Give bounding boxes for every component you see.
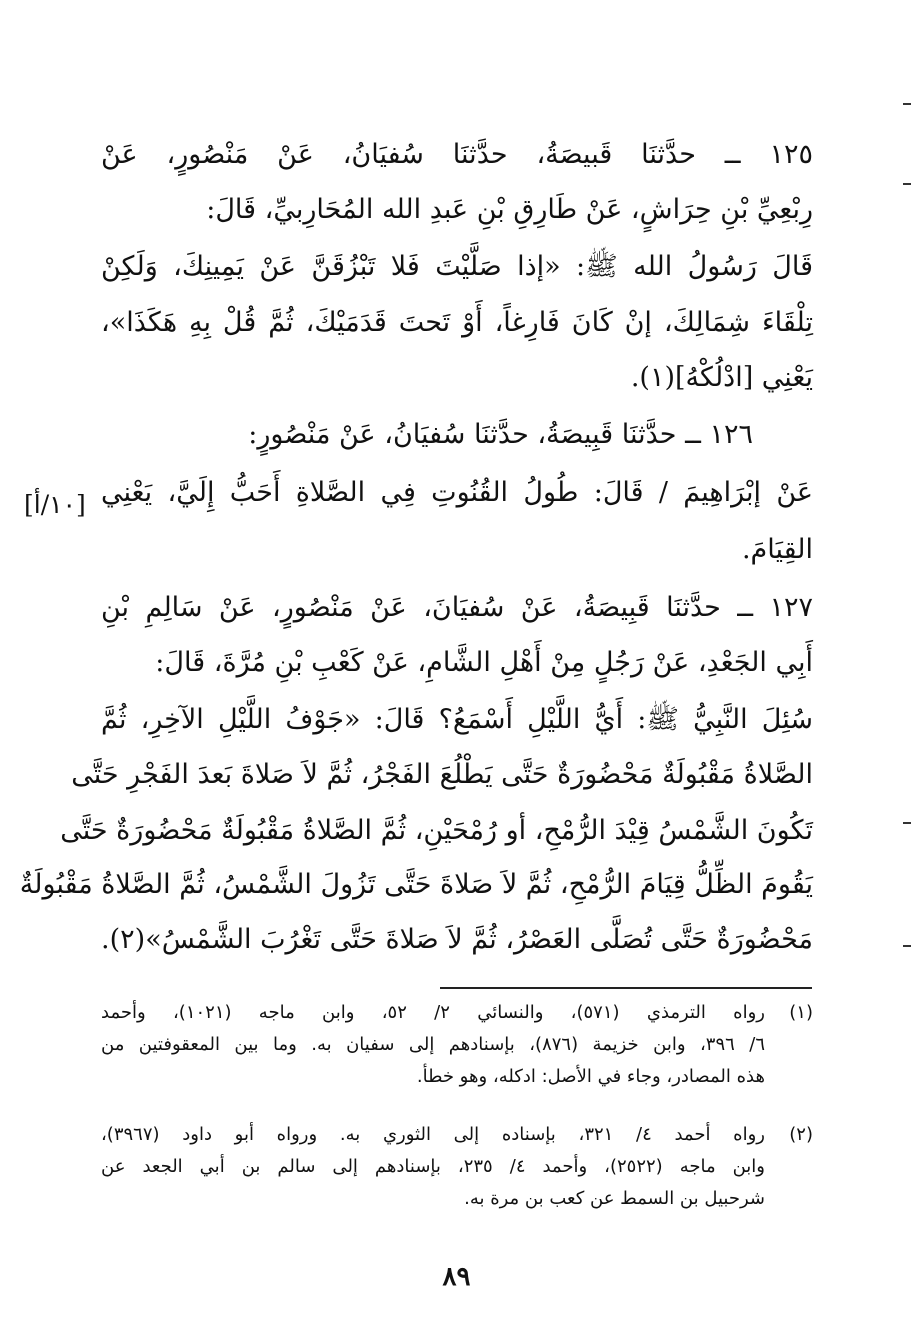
footnote-2-line-3: شرحبيل بن السمط عن كعب بن مرة به. xyxy=(464,1188,765,1209)
footnote-1-line-2: ٦/ ٣٩٦، وابن خزيمة (٨٧٦)، بإسنادهم إلى سفيان به. وما بين المعقوفتين من xyxy=(101,1034,765,1055)
hadith-127-line-3: سُئِلَ النَّبِيُّ ﷺ: أَيُّ اللَّيْلِ أَسْمَعُ؟ قَالَ: «جَوْفُ اللَّيْلِ الآخِرِ، ثُمَّ xyxy=(101,704,813,735)
hadith-125-line-4: تِلْقَاءَ شِمَالِكَ، إنْ كَانَ فَارِغاً، أَوْ تَحتَ قَدَمَيْكَ، ثُمَّ قُلْ بِهِ هَكَذَا»، xyxy=(101,307,813,338)
footnote-2-line-1: رواه أحمد ٤/ ٣٢١، بإسناده إلى الثوري به. ورواه أبو داود (٣٩٦٧)، xyxy=(101,1124,765,1145)
hadith-125-line-2: رِبْعِيِّ بْنِ حِرَاشٍ، عَنْ طَارِقِ بْنِ عَبدِ الله المُحَارِبيِّ، قَالَ: xyxy=(206,194,813,225)
hadith-126-line-3: القِيَامَ. xyxy=(741,534,813,565)
manuscript-folio-reference: [١٠/أ] xyxy=(24,490,86,519)
hadith-125-line-1: ١٢٥ ــ حدَّثنَا قَبيصَةُ، حدَّثنَا سُفيَانُ، عَنْ مَنْصُورٍ، عَنْ xyxy=(101,139,813,170)
hadith-127-line-1: ١٢٧ ــ حدَّثنَا قَبِيصَةُ، عَنْ سُفيَانَ، عَنْ مَنْصُورٍ، عَنْ سَالِمِ بْنِ xyxy=(101,592,813,623)
scan-margin-mark xyxy=(903,945,911,947)
hadith-125-line-3: قَالَ رَسُولُ الله ﷺ: «إذا صَلَّيْتَ فَلا تَبْزُقَنَّ عَنْ يَمِينِكَ، وَلَكِنْ xyxy=(101,251,813,282)
footnote-2-number: (٢) xyxy=(789,1124,813,1145)
hadith-127-line-4: الصَّلاةُ مَقْبُولَةٌ مَحْضُورَةٌ حَتَّى يَطْلُعَ الفَجْرُ، ثُمَّ لاَ صَلاةَ بَعدَ الفَجْرِ حَتَّى xyxy=(71,759,813,790)
footnote-2-line-2: وابن ماجه (٢٥٢٢)، وأحمد ٤/ ٢٣٥، بإسنادهم إلى سالم بن أبي الجعد عن xyxy=(101,1156,766,1177)
hadith-127-line-2: أَبِي الجَعْدِ، عَنْ رَجُلٍ مِنْ أَهْلِ الشَّامِ، عَنْ كَعْبِ بْنِ مُرَّةَ، قَالَ: xyxy=(155,647,813,678)
hadith-127-line-6: يَقُومَ الظِّلُّ قِيَامَ الرُّمْحِ، ثُمَّ لاَ صَلاةَ حَتَّى تَزُولَ الشَّمْسُ، ثُمَّ الصَّلاةُ مَقْبُولَةٌ xyxy=(19,869,813,900)
hadith-125-line-5: يَعْنِي [ادْلُكْهُ](١). xyxy=(630,362,813,393)
page-number: ٨٩ xyxy=(442,1262,471,1292)
hadith-127-line-5: تَكُونَ الشَّمْسُ قِيْدَ الرُّمْحِ، أو رُمْحَيْنِ، ثُمَّ الصَّلاةُ مَقْبُولَةٌ مَحْضُورَةٌ حَتَّى xyxy=(60,815,813,846)
footnote-separator xyxy=(440,987,812,989)
hadith-126-line-1: ١٢٦ ــ حدَّثنَا قَبِيصَةُ، حدَّثنَا سُفيَانُ، عَنْ مَنْصُورٍ: xyxy=(248,419,753,450)
hadith-126-line-2: عَنْ إبْرَاهِيمَ / قَالَ: طُولُ القُنُوتِ فِي الصَّلاةِ أَحَبُّ إِلَيَّ، يَعْنِي xyxy=(101,477,813,508)
scan-margin-mark xyxy=(903,822,911,824)
footnote-1-line-1: رواه الترمذي (٥٧١)، والنسائي ٢/ ٥٢، وابن ماجه (١٠٢١)، وأحمد xyxy=(101,1002,765,1023)
hadith-127-line-7: مَحْضُورَةٌ حَتَّى تُصَلَّى العَصْرُ، ثُمَّ لاَ صَلاةَ حَتَّى تَغْرُبَ الشَّمْسُ»(٢). xyxy=(101,924,813,955)
scan-margin-mark xyxy=(903,103,911,105)
footnote-1-number: (١) xyxy=(789,1002,813,1023)
scan-margin-mark xyxy=(903,183,911,185)
footnote-1-line-3: هذه المصادر، وجاء في الأصل: ادكله، وهو خطأ. xyxy=(416,1066,765,1087)
